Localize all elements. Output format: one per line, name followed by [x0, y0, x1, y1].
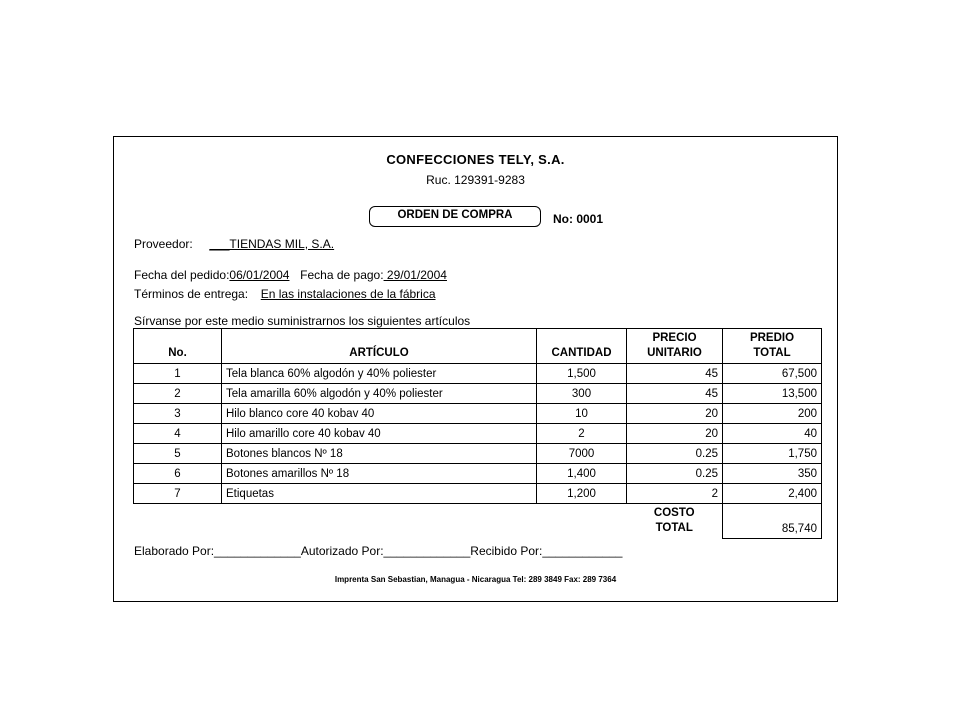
cell-qty: 1,400: [537, 464, 627, 484]
cell-article: Etiquetas: [222, 484, 537, 504]
cell-total: 13,500: [723, 384, 822, 404]
order-number: No: 0001: [553, 212, 604, 226]
order-title: ORDEN DE COMPRA: [369, 206, 541, 227]
total-row: [134, 504, 822, 539]
header-no: No.: [134, 329, 222, 364]
cell-article: Botones amarillos Nº 18: [222, 464, 537, 484]
cell-unit-price: 45: [627, 364, 723, 384]
cell-qty: 300: [537, 384, 627, 404]
company-ruc: Ruc. 129391-9283: [426, 173, 525, 187]
cell-total: 350: [723, 464, 822, 484]
payment-date-label: Fecha de pago:: [300, 268, 384, 282]
dates-line: [134, 268, 447, 282]
supplier-line: [134, 237, 334, 251]
delivery-value: En las instalaciones de la fábrica: [260, 287, 436, 301]
cell-article: Tela amarilla 60% algodón y 40% poliester: [222, 384, 537, 404]
table-row: [134, 424, 822, 444]
cell-total: 1,750: [723, 444, 822, 464]
header-total: PREDIO TOTAL: [723, 329, 822, 364]
delivery-line: [134, 287, 436, 301]
company-name: CONFECCIONES TELY, S.A.: [386, 152, 565, 167]
cell-total: 2,400: [723, 484, 822, 504]
cell-unit-price: 0.25: [627, 444, 723, 464]
table-header-row: [134, 329, 822, 364]
table-row: [134, 384, 822, 404]
cell-total: 200: [723, 404, 822, 424]
cell-no: 7: [134, 484, 222, 504]
table-row: [134, 444, 822, 464]
cell-article: Botones blancos Nº 18: [222, 444, 537, 464]
table-row: [134, 484, 822, 504]
printer-footer: Imprenta San Sebastian, Managua - Nicaragua Tel: 289 3849 Fax: 289 7364: [334, 575, 617, 584]
cell-qty: 1,200: [537, 484, 627, 504]
purchase-order-document: [113, 136, 838, 602]
items-table: [133, 328, 822, 539]
header-article: ARTÍCULO: [222, 329, 537, 364]
table-row: [134, 404, 822, 424]
cell-unit-price: 20: [627, 424, 723, 444]
cell-total: 67,500: [723, 364, 822, 384]
total-cost-label: COSTO TOTAL: [653, 507, 695, 534]
cell-no: 6: [134, 464, 222, 484]
table-row: [134, 464, 822, 484]
signatures-line: [134, 544, 622, 558]
cell-article: Hilo blanco core 40 kobav 40: [222, 404, 537, 424]
cell-unit-price: 20: [627, 404, 723, 424]
supplier-label: Proveedor:: [134, 237, 193, 251]
intro-text: Sírvanse por este medio suministrarnos los siguientes artículos: [134, 314, 471, 328]
cell-article: Hilo amarillo core 40 kobav 40: [222, 424, 537, 444]
prepared-by: Elaborado Por:_____________: [134, 544, 301, 558]
cell-unit-price: 2: [627, 484, 723, 504]
cell-qty: 7000: [537, 444, 627, 464]
authorized-by: Autorizado Por:_____________: [300, 544, 471, 558]
order-date-label: Fecha del pedido:: [134, 268, 230, 282]
cell-no: 1: [134, 364, 222, 384]
header-unit-price: PRECIO UNITARIO: [627, 329, 723, 364]
payment-date-value: 29/01/2004: [383, 268, 447, 282]
table-row: [134, 364, 822, 384]
cell-no: 3: [134, 404, 222, 424]
cell-unit-price: 0.25: [627, 464, 723, 484]
cell-no: 4: [134, 424, 222, 444]
cell-qty: 1,500: [537, 364, 627, 384]
cell-total: 40: [723, 424, 822, 444]
cell-unit-price: 45: [627, 384, 723, 404]
supplier-value: ___TIENDAS MIL, S.A.: [209, 237, 335, 251]
cell-no: 5: [134, 444, 222, 464]
header-qty: CANTIDAD: [537, 329, 627, 364]
cell-qty: 10: [537, 404, 627, 424]
cell-no: 2: [134, 384, 222, 404]
received-by: Recibido Por:____________: [470, 544, 623, 558]
cell-qty: 2: [537, 424, 627, 444]
cell-article: Tela blanca 60% algodón y 40% poliester: [222, 364, 537, 384]
total-cost-value: 85,740: [723, 504, 822, 539]
delivery-label: Términos de entrega:: [134, 287, 249, 301]
order-date-value: 06/01/2004: [229, 268, 290, 282]
